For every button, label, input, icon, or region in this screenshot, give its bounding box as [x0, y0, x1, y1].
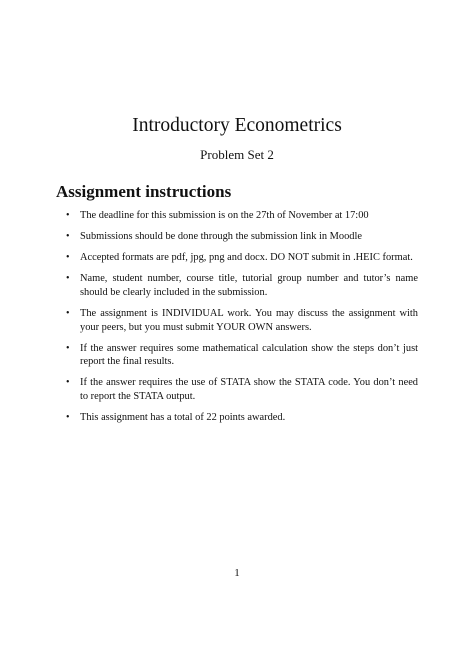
instruction-item — [66, 307, 418, 334]
page-number: 1 — [234, 567, 240, 579]
instruction-text: If the answer requires some mathematical calculation show the steps don’t just report the final results. — [80, 342, 418, 368]
bullet-icon: • — [66, 252, 70, 264]
bullet-icon: • — [66, 412, 70, 424]
document-subtitle: Problem Set 2 — [200, 147, 274, 162]
instruction-item — [66, 251, 418, 265]
bullet-icon: • — [66, 307, 70, 319]
instruction-item — [66, 230, 418, 244]
instructions-list — [66, 209, 418, 432]
section-heading: Assignment instructions — [56, 182, 232, 201]
instruction-item — [66, 376, 418, 403]
bullet-icon: • — [66, 273, 70, 285]
bullet-icon: • — [66, 231, 70, 243]
instruction-text: Name, student number, course title, tutorial group number and tutor’s name should be clearly included in the submission. — [80, 273, 418, 298]
bullet-icon: • — [66, 377, 70, 389]
instruction-text: Accepted formats are pdf, jpg, png and docx. DO NOT submit in .HEIC format. — [80, 252, 413, 264]
instruction-text: The deadline for this submission is on the 27th of November at 17:00 — [80, 210, 369, 221]
instruction-item — [66, 209, 418, 223]
instruction-text: If the answer requires the use of STATA show the STATA code. You don’t need to report the STATA output. — [80, 377, 418, 402]
instruction-item — [66, 411, 418, 425]
instruction-text: Submissions should be done through the submission link in Moodle — [80, 231, 362, 243]
document-title: Introductory Econometrics — [132, 115, 342, 136]
instruction-text: The assignment is INDIVIDUAL work. You may discuss the assignment with your peers, but you must submit YOUR OWN answers. — [80, 307, 418, 333]
bullet-icon: • — [66, 210, 70, 221]
instruction-item — [66, 342, 418, 369]
instruction-text: This assignment has a total of 22 points awarded. — [80, 412, 286, 424]
instruction-item — [66, 272, 418, 299]
bullet-icon: • — [66, 342, 70, 354]
